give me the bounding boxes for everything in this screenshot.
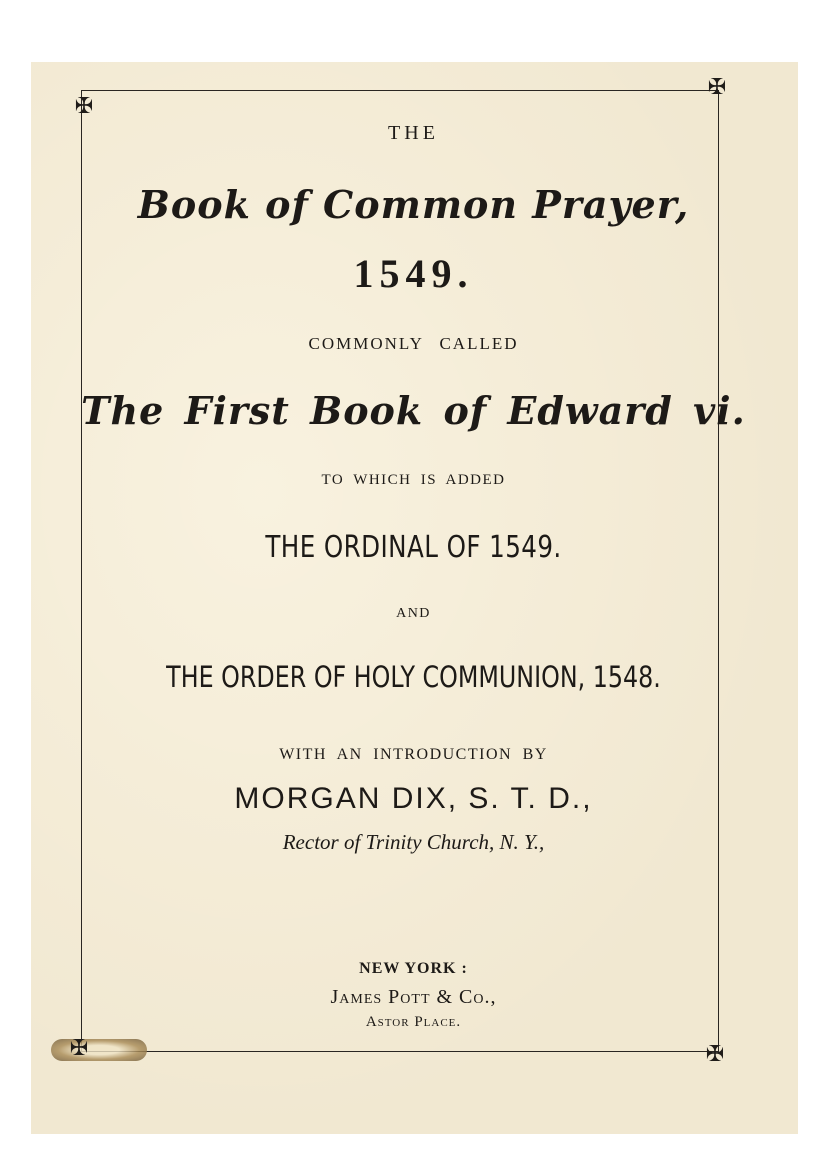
page-border-frame	[81, 90, 719, 1052]
ordinal-title: THE ORDINAL OF 1549.	[265, 530, 562, 565]
cross-ornament-icon: ✠	[707, 75, 727, 100]
communion-title: THE ORDER OF HOLY COMMUNION, 1548.	[166, 660, 661, 694]
paper-damage-stain	[51, 1036, 147, 1061]
imprint-publisher: James Pott & Co.,	[330, 986, 497, 1008]
title-year: 1549.	[353, 251, 474, 296]
author-title: Rector of Trinity Church, N. Y.,	[282, 830, 545, 854]
imprint-city: NEW YORK :	[359, 960, 468, 977]
author-name: MORGAN DIX, S. T. D.,	[234, 782, 593, 815]
and-label: AND	[396, 606, 431, 621]
added-label: TO WHICH IS ADDED	[321, 472, 506, 488]
alternate-title: The First Book of Edward vi.	[81, 388, 746, 433]
imprint-address: Astor Place.	[365, 1014, 462, 1030]
title-article: THE	[388, 122, 439, 144]
cross-ornament-icon: ✠	[69, 1036, 89, 1061]
introduction-label: WITH AN INTRODUCTION BY	[279, 746, 548, 763]
commonly-called-label: COMMONLY CALLED	[308, 334, 519, 353]
cross-ornament-icon: ✠	[74, 94, 94, 119]
cross-ornament-icon: ✠	[705, 1042, 725, 1067]
main-title: Book of Common Prayer,	[137, 182, 690, 227]
